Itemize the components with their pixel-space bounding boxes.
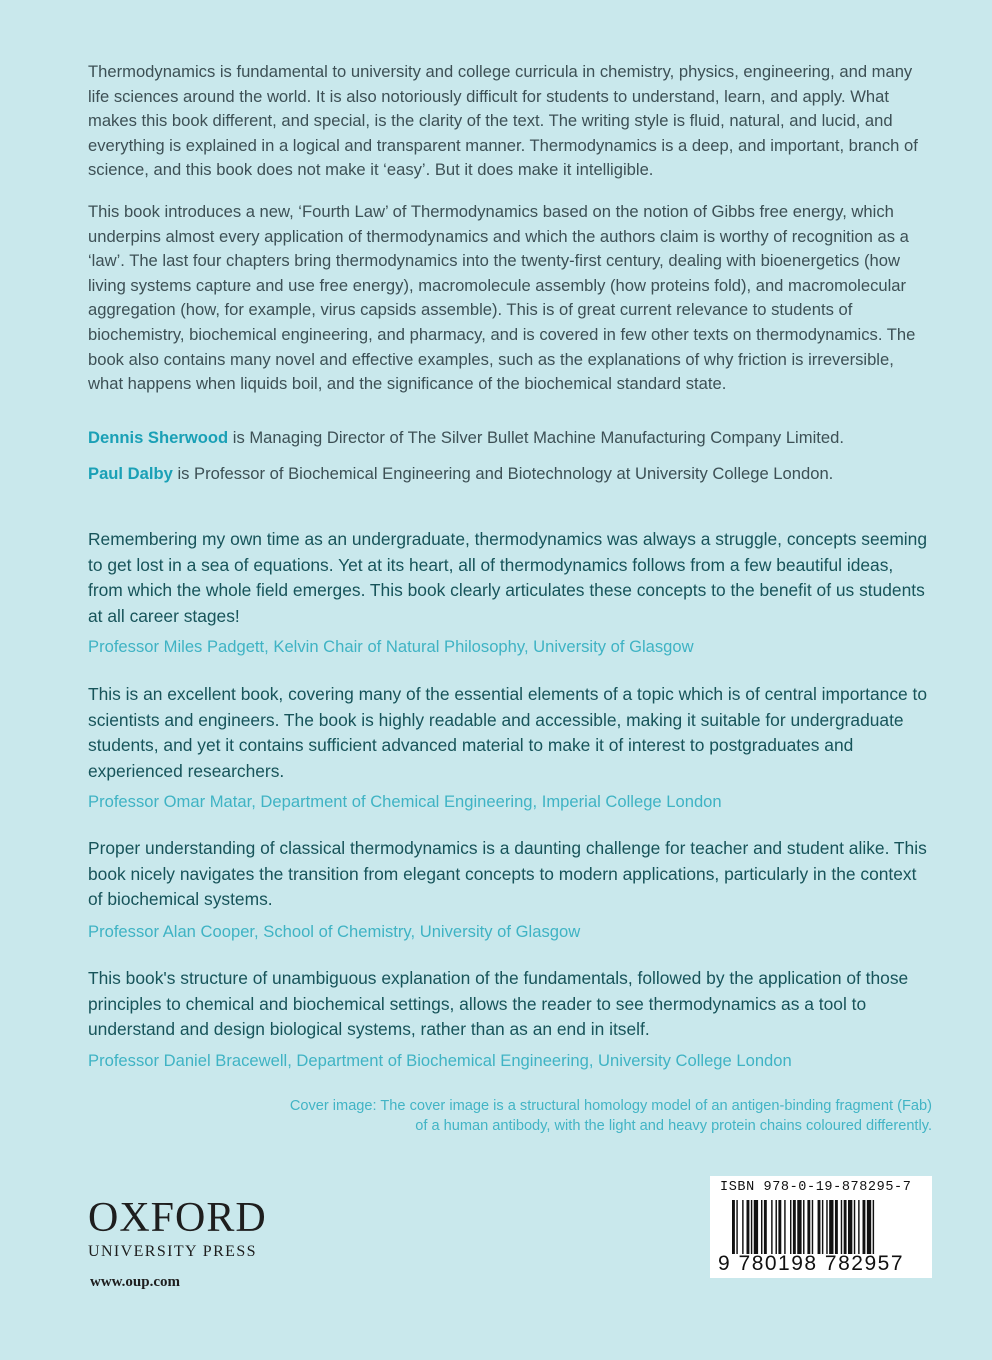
barcode-bar xyxy=(736,1200,737,1254)
author-bio-text: is Professor of Biochemical Engineering and Biotechnology at University College London. xyxy=(172,464,834,483)
barcode-bar xyxy=(826,1200,827,1254)
barcode-bar xyxy=(858,1200,859,1254)
cover-image-note xyxy=(232,1096,932,1136)
barcode-bar xyxy=(742,1200,743,1254)
barcode-bar xyxy=(771,1200,772,1254)
isbn-label: ISBN 978-0-19-878295-7 xyxy=(720,1180,912,1195)
endorsement-attribution: Professor Omar Matar, Department of Chemical Engineering, Imperial College London xyxy=(88,792,722,811)
barcode-bar xyxy=(863,1200,866,1254)
author-bio-text: is Managing Director of The Silver Bullet Machine Manufacturing Company Limited. xyxy=(228,428,844,447)
barcode-bar xyxy=(818,1200,821,1254)
publisher-url: www.oup.com xyxy=(90,1274,181,1290)
barcode-bar xyxy=(873,1200,874,1254)
barcode-bar xyxy=(829,1200,833,1254)
description-paragraph-1: Thermodynamics is fundamental to university and college curricula in chemistry, physics, engineering, and many life sciences around the world. It is also notoriously difficult for students to understand, learn, and apply. What makes this book different, and special, is the clarity of the text. The writing style is fluid, natural, and lucid, and everything is explained in a logical and transparent manner. Thermodynamics is a deep, and important, branch of science, and this book does not make it ‘easy’. But it does make it intelligible. xyxy=(88,62,918,180)
barcode-bar xyxy=(747,1200,750,1254)
barcode-bar xyxy=(761,1200,762,1254)
barcode-bar xyxy=(778,1200,781,1254)
author-bio-1 xyxy=(88,426,928,450)
endorsement-quote: This book's structure of unambiguous explanation of the fundamentals, followed by the application of those principles to chemical and biochemical settings, allows the reader to see thermodynamics as a tool to understand and design biological systems, rather than as an end in itself. xyxy=(88,968,909,1040)
description-paragraph-2: This book introduces a new, ‘Fourth Law’ of Thermodynamics based on the notion of Gibbs free energy, which underpins almost every application of thermodynamics and which the authors claim is worthy of recognition as a ‘law’. The last four chapters bring thermodynamics into the twenty-first century, dealing with bioenergetics (how living systems capture and use free energy), macromolecule assembly (how proteins fold), and macromolecular aggregation (how, for example, virus capsids assemble). This is of great current relevance to students of biochemistry, biochemical engineering, and pharmacy, and is covered in few other texts on thermodynamics. The book also contains many novel and effective examples, such as the explanations of why friction is irreversible, what happens when liquids boil, and the significance of the biochemical standard state. xyxy=(88,202,916,394)
barcode-bar xyxy=(797,1200,801,1254)
endorsement-quote: Remembering my own time as an undergraduate, thermodynamics was always a struggle, concepts seeming to get lost in a sea of equations. Yet at its heart, all of thermodynamics follows from a few beautiful ideas, from which the whole field emerges. This book clearly articulates these concepts to the benefit of us students at all career stages! xyxy=(88,529,928,626)
author-bio-2 xyxy=(88,462,928,486)
barcode-bar xyxy=(793,1200,796,1254)
barcode-bar xyxy=(754,1200,758,1254)
publisher-name: OXFORD xyxy=(88,1195,267,1241)
endorsement-quote: Proper understanding of classical thermodynamics is a daunting challenge for teacher and student alike. This book nicely navigates the transition from elegant concepts to modern applications, particularly in the context of biochemical systems. xyxy=(88,838,927,910)
barcode-bar xyxy=(803,1200,804,1254)
barcode-bars xyxy=(732,1200,922,1254)
barcode-bar xyxy=(751,1200,752,1254)
barcode-bar xyxy=(732,1200,735,1254)
endorsement-attribution: Professor Daniel Bracewell, Department of Biochemical Engineering, University College London xyxy=(88,1051,792,1070)
author-name: Dennis Sherwood xyxy=(88,428,229,447)
publisher-subname: UNIVERSITY PRESS xyxy=(88,1243,257,1260)
barcode-bar xyxy=(790,1200,791,1254)
barcode-bar xyxy=(812,1200,813,1254)
endorsement-quote: This is an excellent book, covering many of the essential elements of a topic which is of central importance to scientists and engineers. The book is highly readable and accessible, making it suitable for undergraduate students, and yet it contains sufficient advanced material to make it of interest to postgraduates and experienced researchers. xyxy=(88,684,928,781)
barcode-bar xyxy=(835,1200,838,1254)
barcode-bar xyxy=(841,1200,842,1254)
publisher-logo xyxy=(88,1196,288,1262)
barcode-bar xyxy=(844,1200,847,1254)
barcode-bar xyxy=(822,1200,823,1254)
endorsement-attribution: Professor Alan Cooper, School of Chemistry, University of Glasgow xyxy=(88,922,581,941)
endorsement-attribution: Professor Miles Padgett, Kelvin Chair of Natural Philosophy, University of Glasgow xyxy=(88,637,694,656)
barcode-bar xyxy=(807,1200,810,1254)
barcode-bar xyxy=(848,1200,852,1254)
barcode-bar xyxy=(776,1200,777,1254)
isbn-barcode xyxy=(710,1176,932,1278)
cover-note-line: of a human antibody, with the light and heavy protein chains coloured differently. xyxy=(415,1118,932,1134)
barcode-bar xyxy=(764,1200,767,1254)
barcode-bar xyxy=(784,1200,785,1254)
barcode-digits: 9 780198 782957 xyxy=(718,1252,904,1275)
cover-note-line: Cover image: The cover image is a structural homology model of an antigen-binding fragment (Fab) xyxy=(289,1098,932,1114)
author-name: Paul Dalby xyxy=(88,464,173,483)
barcode-bar xyxy=(854,1200,855,1254)
barcode-bar xyxy=(867,1200,871,1254)
